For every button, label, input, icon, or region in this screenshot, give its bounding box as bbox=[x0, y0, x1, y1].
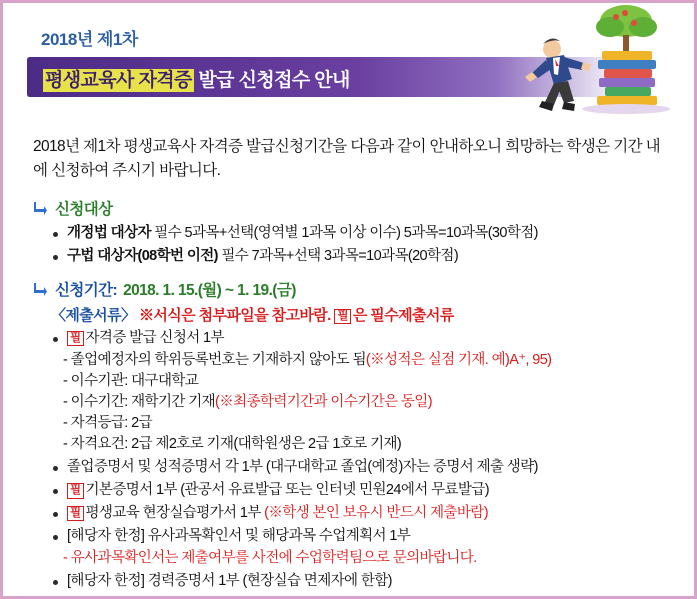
intro-paragraph: 2018년 제1차 평생교육사 자격증 발급신청기간을 다음과 같이 안내하오니 희망하는 학생은 기간 내에 신청하여 주시기 바랍니다. bbox=[33, 138, 661, 180]
list-item bbox=[51, 246, 668, 268]
list-item bbox=[51, 526, 668, 548]
required-badge: 필 bbox=[67, 483, 84, 499]
document-sub-0-3 bbox=[33, 413, 668, 434]
section-title-target: 신청대상 bbox=[55, 201, 113, 219]
target-list bbox=[33, 223, 668, 268]
required-badge: 필 bbox=[67, 506, 84, 522]
businessman-running-books-tree-illustration bbox=[498, 3, 688, 121]
document-text-4: [해당자 한정] 유사과목확인서 및 해당과목 수업계획서 1부 bbox=[67, 527, 411, 544]
arrow-down-right-icon bbox=[33, 281, 49, 297]
sub-plain: - 졸업예정자의 학위등록번호는 기재하지 않아도 됨 bbox=[63, 352, 366, 369]
list-item bbox=[51, 328, 668, 350]
list-item bbox=[51, 571, 668, 593]
list-item bbox=[51, 503, 668, 525]
document-sub-0-1 bbox=[33, 371, 668, 392]
document-sub-0-2 bbox=[33, 392, 668, 413]
application-period-date: 2018. 1. 15.(월) ~ 1. 19.(금) bbox=[123, 281, 296, 299]
sub-plain: - 자격요건: 2급 제2호로 기재(대학원생은 2급 1호로 기재) bbox=[63, 436, 402, 453]
target-text-1: 필수 7과목+선택 3과목=10과목(20학점) bbox=[217, 247, 459, 264]
required-badge: 필 bbox=[67, 331, 84, 347]
section-header-period bbox=[33, 278, 668, 300]
list-item bbox=[51, 480, 668, 502]
document-text-0: 자격증 발급 신청서 1부 bbox=[85, 329, 224, 346]
target-text-0: 필수 5과목+선택(영역별 1과목 이상 이수) 5과목=10과목(30학점) bbox=[150, 225, 538, 242]
document-text-3-note: (※학생 본인 보유시 반드시 제출바람) bbox=[264, 504, 488, 521]
section-header-target bbox=[33, 197, 668, 219]
list-item bbox=[51, 457, 668, 479]
target-label-0: 개정법 대상자 bbox=[67, 225, 151, 242]
documents-list-end bbox=[33, 571, 668, 593]
documents-header-prefix: 〈제출서류〉 bbox=[51, 306, 136, 324]
sub-plain: - 이수기간: 재학기간 기재 bbox=[63, 394, 216, 411]
document-sub-4-0 bbox=[33, 548, 668, 569]
documents-list bbox=[33, 328, 668, 350]
document-sub-0-0 bbox=[33, 350, 668, 371]
documents-header-note: ※서식은 첨부파일을 참고바람. bbox=[138, 306, 331, 324]
sub-red: (※최종학력기간과 이수기간은 동일) bbox=[215, 394, 432, 411]
sub-plain: - 유사과목확인서는 제출여부를 사전에 수업학력팀으로 문의바랍니다. bbox=[63, 550, 477, 567]
notice-body bbox=[3, 121, 694, 593]
page-title-highlight: 평생교육사 자격증 bbox=[45, 70, 192, 91]
sub-plain: - 자격등급: 2급 bbox=[63, 415, 153, 432]
document-text-1: 졸업증명서 및 성적증명서 각 1부 (대구대학교 졸업(예정)자는 증명서 제출 생략) bbox=[67, 459, 538, 476]
page-title-rest: 발급 신청접수 안내 bbox=[193, 70, 350, 91]
document-text-2: 기본증명서 1부 (관공서 유료발급 또는 인터넷 민원24에서 무료발급) bbox=[85, 482, 489, 499]
header-banner bbox=[3, 3, 694, 121]
document-sub-0-4 bbox=[33, 434, 668, 455]
target-label-1: 구법 대상자(08학번 이전) bbox=[67, 247, 218, 264]
sub-plain: - 이수기관: 대구대학교 bbox=[63, 373, 199, 390]
document-text-3: 평생교육 현장실습평가서 1부 bbox=[85, 504, 265, 521]
sub-red: (※성적은 실점 기재. 예)A⁺, 95) bbox=[365, 352, 552, 369]
arrow-down-right-icon bbox=[33, 200, 49, 216]
list-item bbox=[51, 223, 668, 245]
documents-header bbox=[51, 304, 668, 325]
documents-list-cont bbox=[33, 457, 668, 547]
required-badge: 필 bbox=[334, 309, 351, 325]
header-year: 2018년 제1차 bbox=[41, 30, 138, 49]
document-text-5: [해당자 한정] 경력증명서 1부 (현장실습 면제자에 한함) bbox=[67, 573, 392, 590]
section-title-period: 신청기간: bbox=[55, 281, 118, 299]
documents-header-required-text: 은 필수제출서류 bbox=[352, 306, 454, 324]
page-title bbox=[43, 65, 350, 92]
